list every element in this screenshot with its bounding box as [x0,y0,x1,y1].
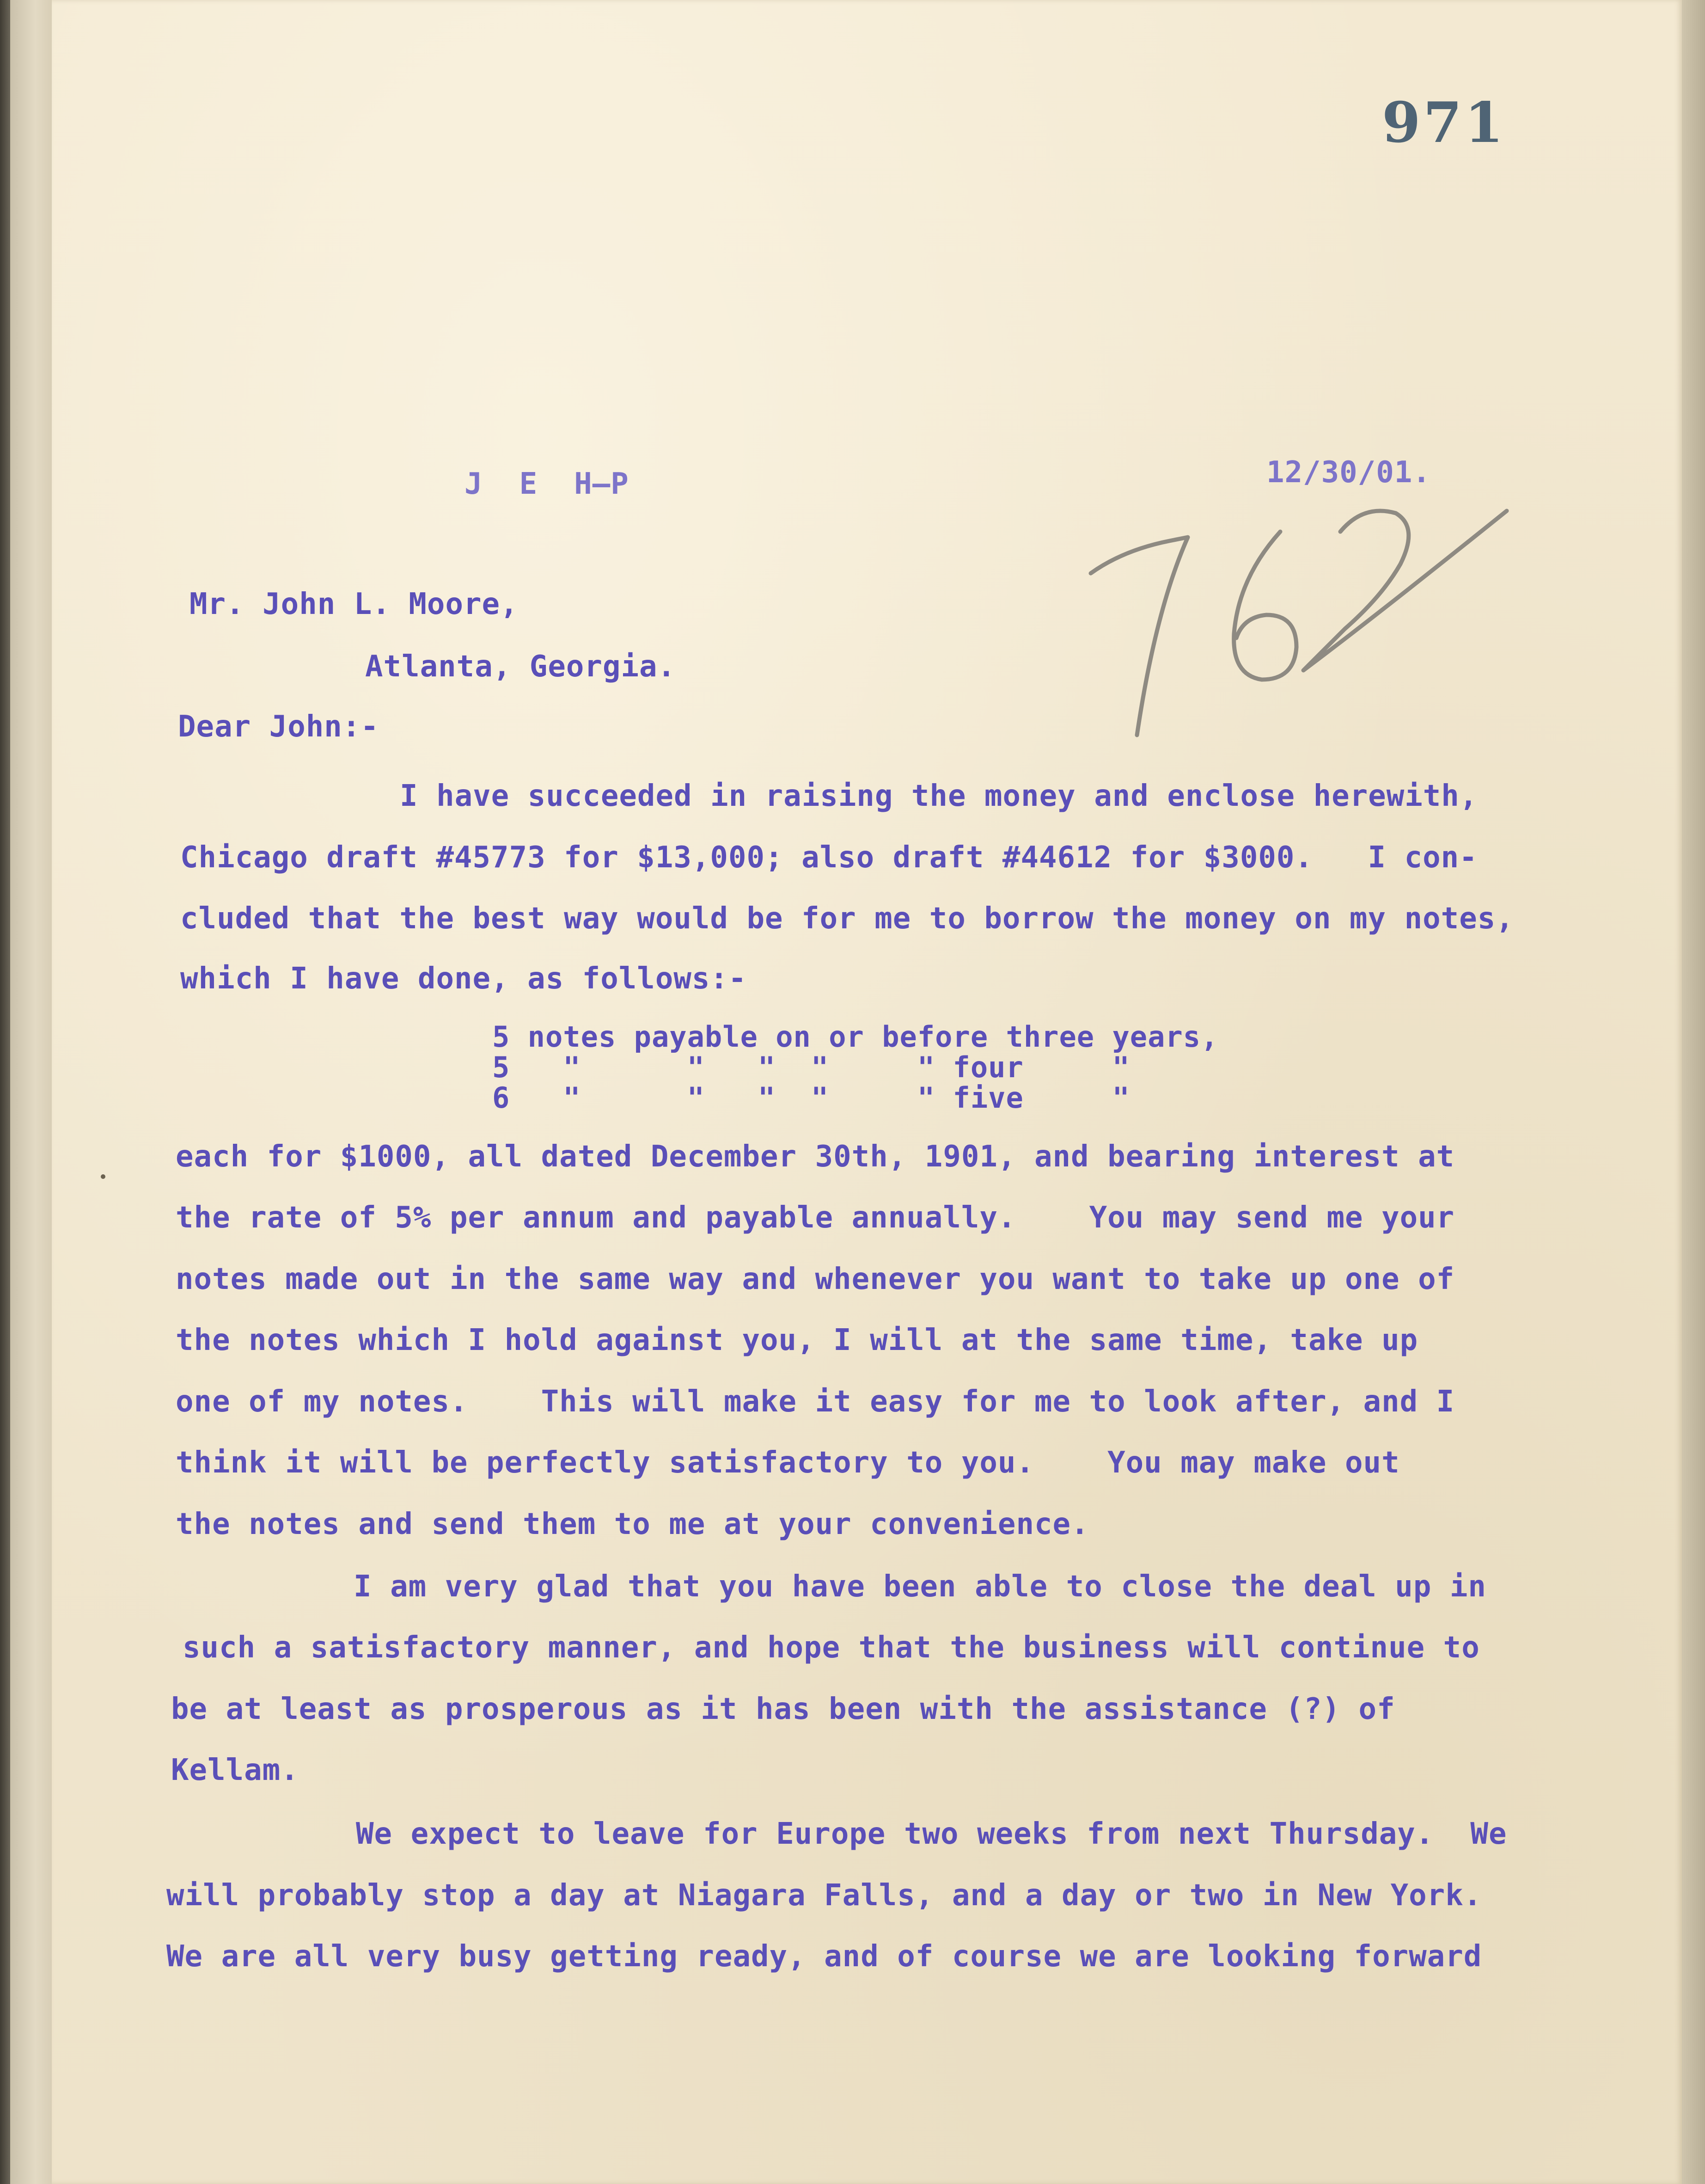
body-line: each for $1000, all dated December 30th, 1901, and bearing interest at [176,1140,1455,1174]
body-line: such a satisfactory manner, and hope that the business will continue to [183,1631,1480,1665]
body-line: the rate of 5% per annum and payable annually. You may send me your [176,1201,1455,1235]
body-line: one of my notes. This will make it easy for me to look after, and I [176,1385,1455,1419]
paper-speck [101,1174,105,1179]
recipient-name: Mr. John L. Moore, [189,587,519,621]
typist-initials: J E H—P [464,467,629,501]
body-line: notes made out in the same way and whenever you want to take up one of [176,1262,1455,1296]
pencil-annotation [1063,476,1516,763]
notes-schedule-row: 6 " " " " " five " [492,1081,1130,1115]
body-line: which I have done, as follows:- [180,962,747,996]
body-line: think it will be perfectly satisfactory to you. You may make out [176,1446,1400,1480]
body-line: the notes and send them to me at your convenience. [176,1507,1089,1541]
letter-date: 12/30/01. [1266,455,1431,490]
notes-schedule-row: 5 notes payable on or before three years, [492,1020,1219,1054]
body-line: Kellam. [171,1753,299,1787]
binding-edge [0,0,10,2184]
body-line: I have succeeded in raising the money and enclose herewith, [400,779,1478,813]
right-background-edge [1682,0,1705,2184]
body-line: the notes which I hold against you, I will at the same time, take up [176,1323,1418,1357]
salutation: Dear John:- [178,710,379,744]
body-line: will probably stop a day at Niagara Falls, and a day or two in New York. [166,1878,1482,1913]
page-number-stamp: 971 [1382,90,1506,155]
body-line: I am very glad that you have been able to close the deal up in [354,1570,1486,1604]
recipient-city: Atlanta, Georgia. [365,650,676,684]
underlying-sheet-edge [10,0,53,2184]
body-line: We are all very busy getting ready, and of course we are looking forward [166,1939,1482,1974]
notes-schedule-row: 5 " " " " " four " [492,1050,1130,1084]
body-line: Chicago draft #45773 for $13,000; also draft #44612 for $3000. I con- [180,840,1478,875]
body-line: cluded that the best way would be for me to borrow the money on my notes, [180,902,1514,936]
body-line: be at least as prosperous as it has been with the assistance (?) of [171,1692,1395,1726]
body-line: We expect to leave for Europe two weeks from next Thursday. We [356,1817,1507,1851]
